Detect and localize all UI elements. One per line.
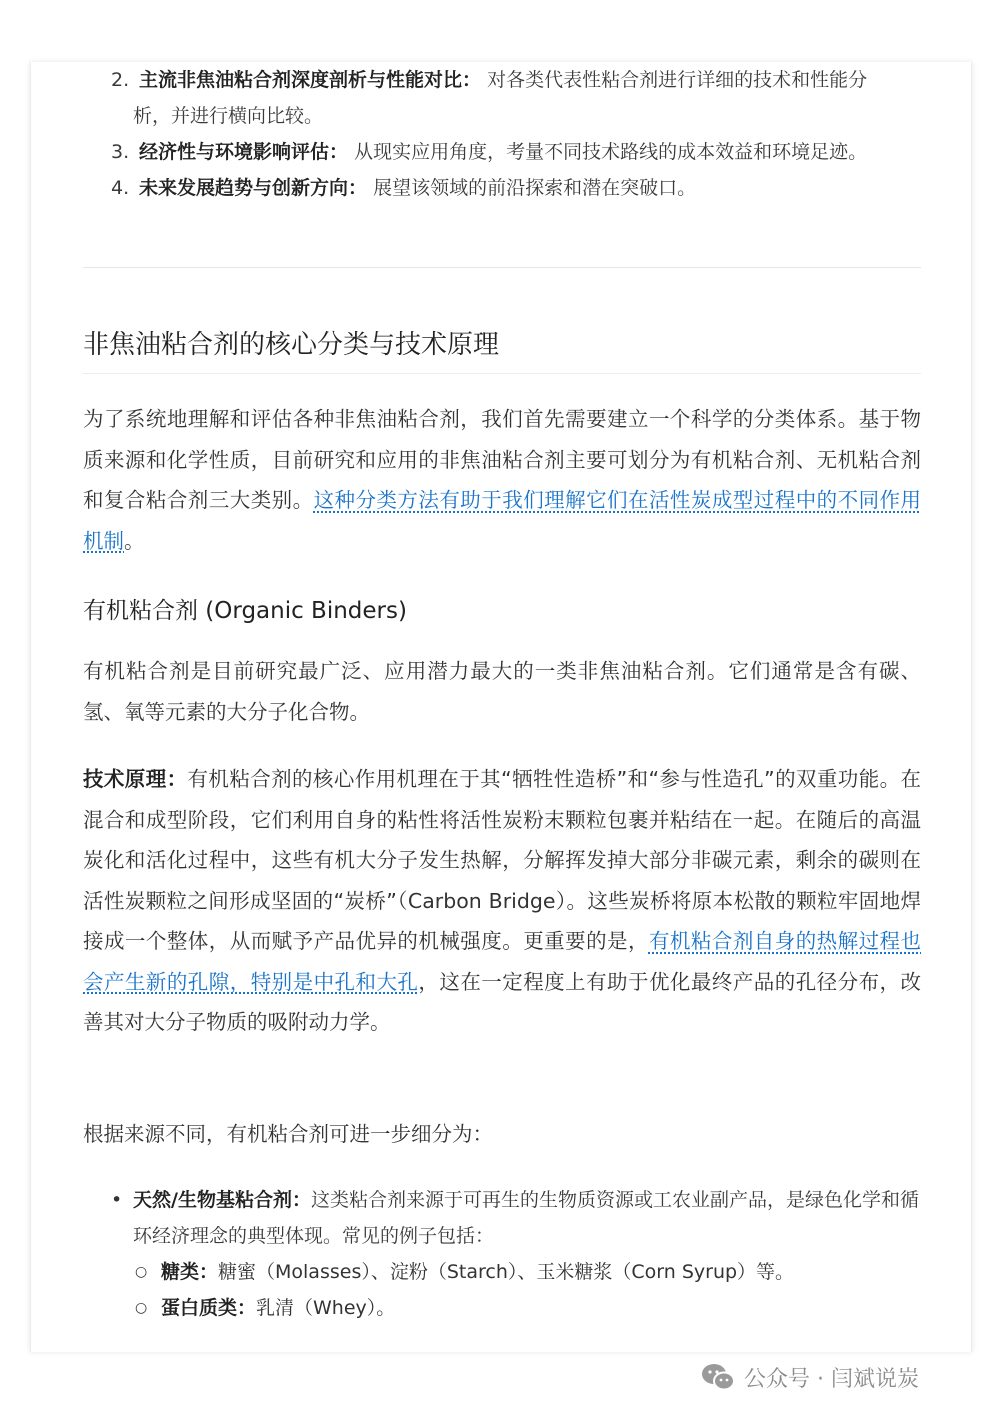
list-number: 3. [111,141,130,163]
bullet-text: 这类粘合剂来源于可再生的生物质资源或工农业副产品，是绿色化学和循环经济理念的典型体现。常见的例子包括： [133,1189,919,1247]
principle-highlight-link[interactable]: 有机粘合剂自身的热解过程也会产生新的孔隙，特别是中孔和大孔 [83,929,922,994]
account-name: 公众号 · 闫斌说炭 [744,1366,919,1392]
list-item-text: 从现实应用角度，考量不同技术路线的成本效益和环境足迹。 [354,141,868,163]
principle-paragraph [83,759,921,1043]
principle-label: 技术原理： [83,767,188,791]
intro-end: 。 [124,528,145,553]
section-heading: 非焦油粘合剂的核心分类与技术原理 [83,330,500,360]
watermark-footer [700,1357,919,1397]
list-item-title: 经济性与环境影响评估： [139,141,349,163]
list-item-text: 对各类代表性粘合剂进行详细的技术和性能分 [487,69,868,91]
intro-highlight-link[interactable]: 这种分类方法有助于我们理解它们在活性炭成型过程中的不同作用机制 [83,488,921,553]
principle-end: ，这在一定程度上有助于优化最终产品的孔径分布，改善其对大分子物质的吸附动力学。 [83,969,922,1034]
list-item-title: 未来发展趋势与创新方向： [139,177,368,199]
list-item-title: 主流非焦油粘合剂深度剖析与性能对比： [139,69,482,91]
organic-description: 有机粘合剂是目前研究最广泛、应用潜力最大的一类非焦油粘合剂。它们通常是含有碳、氢、氧等元素的大分子化合物。 [83,659,921,724]
section-divider [83,267,921,268]
heading-underline [83,373,921,374]
sub-bullet-list [111,1254,921,1326]
principle-text: 有机粘合剂的核心作用机理在于其“牺牲性造桥”和“参与性造孔”的双重功能。在混合和成型阶段，它们利用自身的粘性将活性炭粉末颗粒包裹并粘结在一起。在随后的高温炭化和活化过程中，这些有机大分子发生热解，分解挥发掉大部分非碳元素，剩余的碳则在活性炭颗粒之间形成坚固的“炭桥”（Carbon Bridge）。这些炭桥将原本松散的颗粒牢固地焊接成一个整体，从而赋予产品优异的机械强度。更重要的是， [83,767,921,953]
bullet-label: 天然/生物基粘合剂： [133,1189,311,1211]
list-number: 2. [111,69,130,91]
list-item [111,1290,921,1326]
list-item [111,170,911,206]
subdivide-paragraph: 根据来源不同，有机粘合剂可进一步细分为： [83,1122,493,1146]
binder-bullet-list [111,1182,921,1326]
circle-bullet-icon: ○ [135,1264,148,1280]
list-item-text: 展望该领域的前沿探索和潜在突破口。 [373,177,697,199]
article-page [30,62,972,1352]
circle-bullet-icon: ○ [135,1300,148,1316]
list-item [111,1254,921,1290]
list-item-text-cont: 析，并进行横向比较。 [133,105,324,127]
wechat-icon [700,1362,736,1392]
sub-bullet-text: 糖蜜（Molasses）、淀粉（Starch）、玉米糖浆（Corn Syrup）等。 [218,1261,795,1283]
list-number: 4. [111,177,130,199]
sub-bullet-label: 蛋白质类： [161,1297,257,1319]
list-item [111,62,911,134]
list-item [111,134,911,170]
sub-bullet-label: 糖类： [161,1261,219,1283]
organic-heading: 有机粘合剂 (Organic Binders) [83,598,407,624]
outline-list [111,62,911,206]
intro-paragraph [83,399,921,561]
intro-text: 为了系统地理解和评估各种非焦油粘合剂，我们首先需要建立一个科学的分类体系。基于物质来源和化学性质，目前研究和应用的非焦油粘合剂主要可划分为有机粘合剂、无机粘合剂和复合粘合剂三大类别。 [83,407,921,512]
sub-bullet-text: 乳清（Whey）。 [256,1297,396,1319]
list-item [111,1182,921,1254]
